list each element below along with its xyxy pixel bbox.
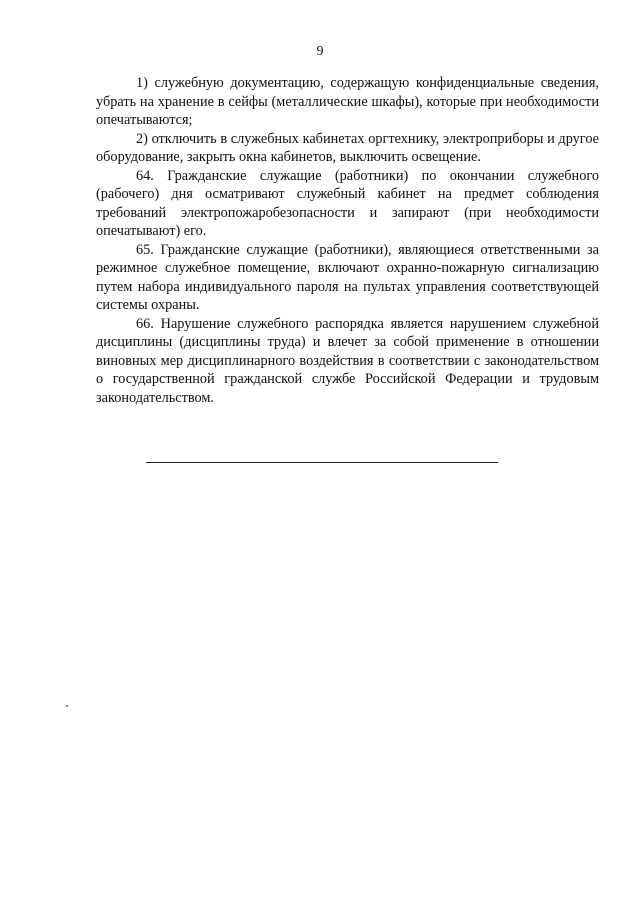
paragraph-item-1: 1) служебную документацию, содержащую конфиденциальные сведения, убрать на хранение в сейфы (металлические шкафы), которые при необходимости опечатываются; <box>96 75 599 128</box>
paragraph-65: 65. Гражданские служащие (работники), являющиеся ответственными за режимное служебное помещение, включают охранно-пожарную сигнализацию путем набора индивидуального пароля на пультах управления соответствующей системы охраны. <box>96 241 599 313</box>
page-number: 9 <box>316 44 324 59</box>
end-separator-line <box>146 462 498 463</box>
paragraph-item-2: 2) отключить в служебных кабинетах оргтехнику, электроприборы и другое оборудование, закрыть окна кабинетов, выключить освещение. <box>96 130 599 165</box>
scan-speck <box>66 705 68 707</box>
paragraph-66: 66. Нарушение служебного распорядка является нарушением служебной дисциплины (дисциплины труда) и влечет за собой применение в отношении виновных мер дисциплинарного воздействия в соответствии с законодательством о государственной гражданской службе Российской Федерации и трудовым законодательством. <box>96 315 599 406</box>
document-body <box>96 74 599 407</box>
paragraph-64: 64. Гражданские служащие (работники) по окончании служебного (рабочего) дня осматривают служебный кабинет на предмет соблюдения требований электропожаробезопасности и запирают (при необходимости опечатывают) его. <box>96 167 599 239</box>
